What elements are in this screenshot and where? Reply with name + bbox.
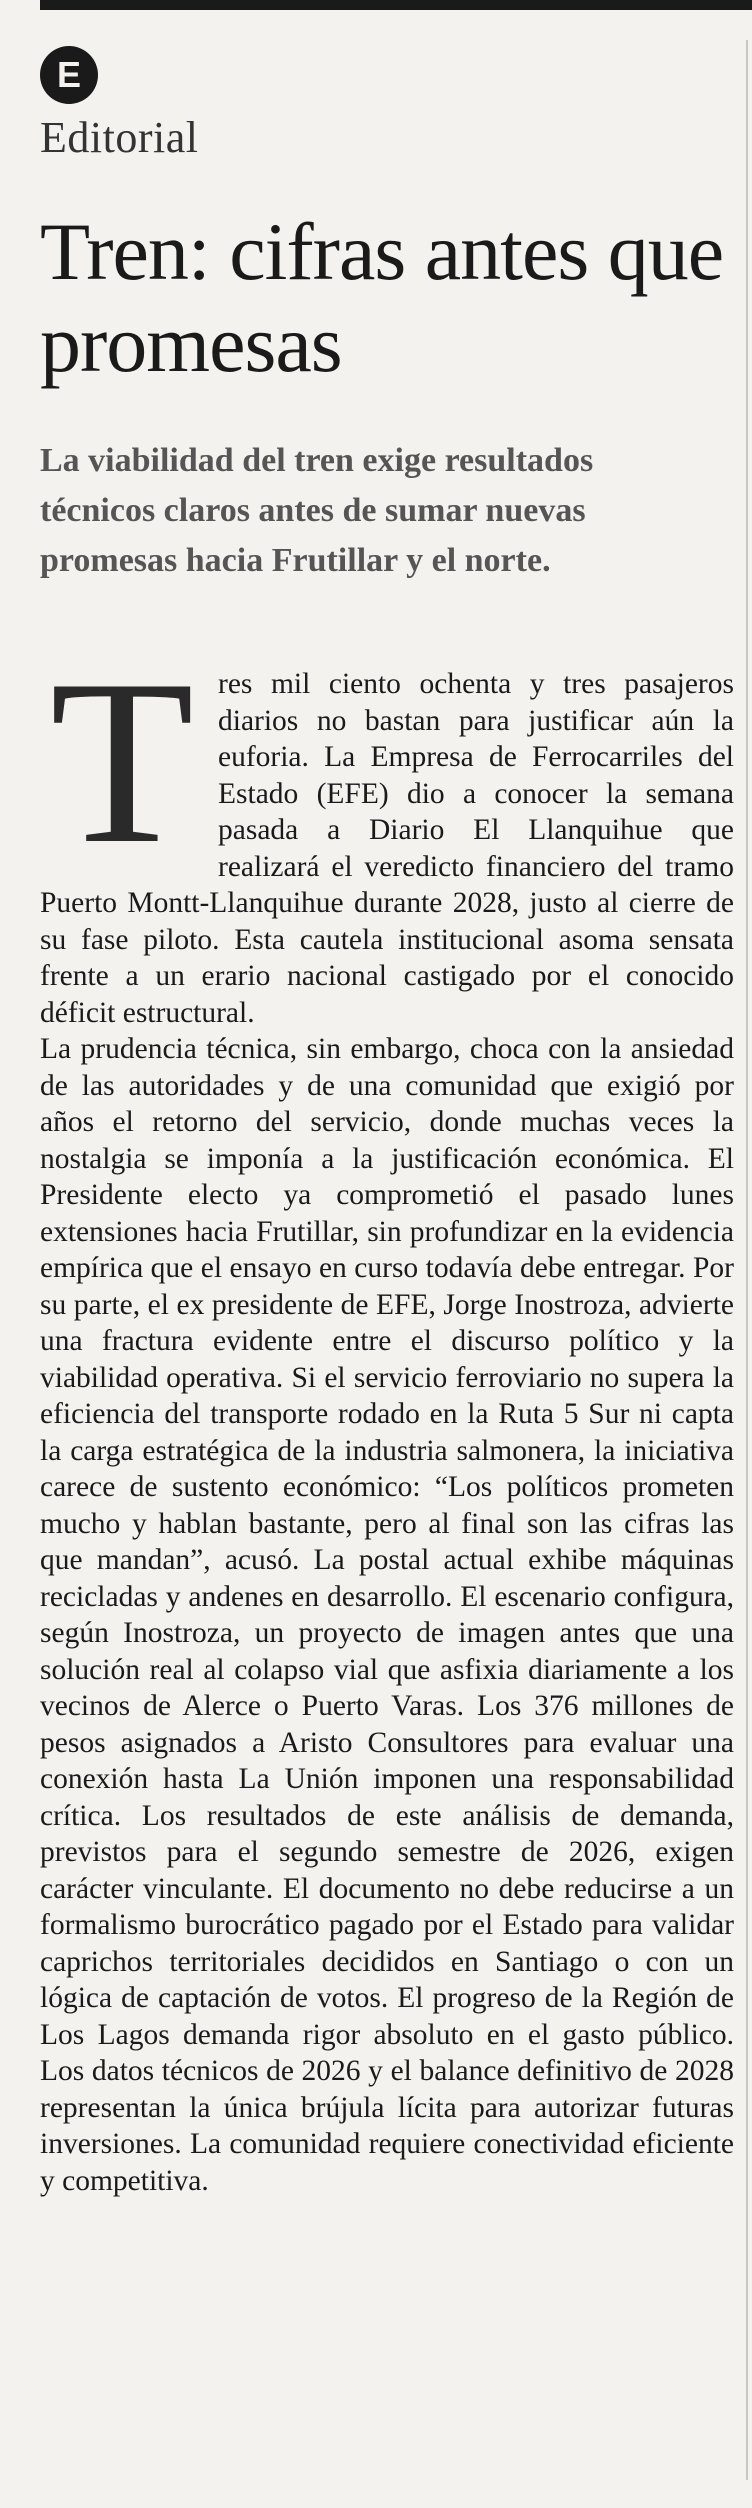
top-rule <box>40 0 752 10</box>
section-label: Editorial <box>40 113 199 162</box>
paragraph-2: La prudencia técnica, sin embargo, choca con la ansiedad de las autoridades y de una comunidad que exigió por años el retorno del servicio, donde muchas veces la nostalgia se imponía a la justificación económica. El Presidente electo ya comprometió el pasado lunes extensiones hacia Frutillar, sin profundizar en la evidencia empírica que el ensayo en curso todavía debe entregar. Por su parte, el ex presidente de EFE, Jorge Inostroza, advierte una fractura evidente entre el discurso político y la viabilidad operativa. Si el servicio ferroviario no supera la eficiencia del transporte rodado en la Ruta 5 Sur ni capta la carga estratégica de la industria salmonera, la iniciativa carece de sustento económico: “Los políticos prometen mucho y hablan bastante, pero al final son las cifras las que mandan”, acusó. La postal actual exhibe máquinas recicladas y andenes en desarrollo. El escenario configura, según Inostroza, un proyecto de imagen antes que una solución real al colapso vial que asfixia diariamente a los vecinos de Alerce o Puerto Varas. Los 376 millones de pesos asignados a Aristo Consultores para evaluar una conexión hasta La Unión imponen una responsabilidad crítica. Los resultados de este análisis de demanda, previstos para el segundo semestre de 2026, exigen carácter vinculante. El documento no debe reducirse a un formalismo burocrático pagado por el Estado para validar caprichos territoriales decididos en Santiago o con un lógica de captación de votos. El progreso de la Región de Los Lagos demanda rigor absoluto en el gasto público. Los datos técnicos de 2026 y el balance definitivo de 2028 representan la única brújula lícita para autorizar futuras inversiones. La comunidad requiere conectividad eficiente y competitiva. <box>40 1033 734 2197</box>
paragraph-1 <box>40 666 734 1031</box>
column-divider <box>746 40 748 2480</box>
drop-cap: T <box>49 670 195 856</box>
subheadline: La viabilidad del tren exige resultados técnicos claros antes de sumar nuevas promesas hacia Frutillar y el norte. <box>40 442 594 579</box>
paragraph-1-text: res mil ciento ochenta y tres pasajeros diarios no bastan para justificar aún la euforia. La Empresa de Ferrocarriles del Estado (EFE) dio a conocer la semana pasada a Diario El Llanquihue que realizará el veredicto financiero del tramo Puerto Montt-Llanquihue durante 2028, justo al cierre de su fase piloto. Esta cautela institucional asoma sensata frente a un erario nacional castigado por el conocido déficit estructural. <box>40 668 734 1029</box>
section-badge: E <box>40 46 98 104</box>
article-body <box>40 666 734 2199</box>
headline: Tren: cifras antes que promesas <box>40 206 724 389</box>
